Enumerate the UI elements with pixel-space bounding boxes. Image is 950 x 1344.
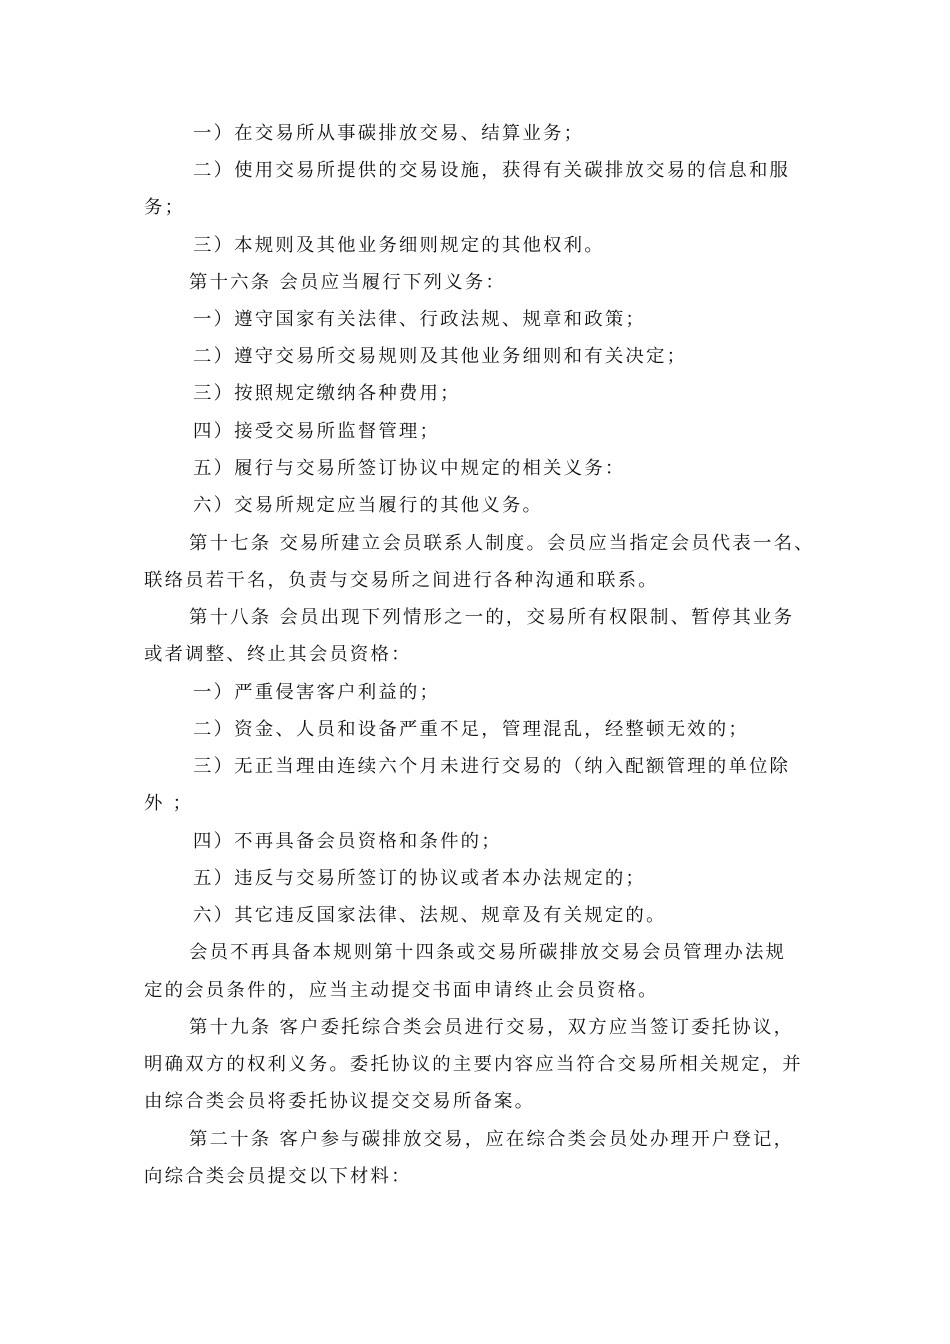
text-line: 三）按照规定缴纳各种费用；	[193, 383, 461, 404]
text-line: 二）使用交易所提供的交易设施，获得有关碳排放交易的信息和服	[193, 160, 791, 181]
text-line: 一）在交易所从事碳排放交易、结算业务；	[193, 123, 585, 144]
text-line: 四）接受交易所监督管理；	[193, 421, 441, 442]
text-line: 二）资金、人员和设备严重不足，管理混乱，经整顿无效的；	[193, 719, 749, 740]
text-line: 四）不再具备会员资格和条件的；	[193, 831, 502, 852]
text-line: 务；	[144, 197, 186, 218]
text-line: 会员不再具备本规则第十四条或交易所碳排放交易会员管理办法规	[189, 942, 787, 963]
article-19-line-1: 第十九条 客户委托综合类会员进行交易，双方应当签订委托协议，	[189, 1017, 795, 1038]
text-line: 联络员若干名，负责与交易所之间进行各种沟通和联系。	[144, 570, 659, 591]
text-line: 五）违反与交易所签订的协议或者本办法规定的；	[193, 868, 646, 889]
text-line: 或者调整、终止其会员资格：	[144, 644, 412, 665]
article-20-line-1: 第二十条 客户参与碳排放交易，应在综合类会员处办理开户登记，	[189, 1129, 795, 1150]
article-18-line-1: 第十八条 会员出现下列情形之一的，交易所有权限制、暂停其业务	[189, 607, 795, 628]
text-line: 三）无正当理由连续六个月未进行交易的（纳入配额管理的单位除	[193, 756, 791, 777]
text-line: 一）严重侵害客户利益的；	[193, 682, 441, 703]
text-line: 由综合类会员将委托协议提交交易所备案。	[144, 1091, 536, 1112]
text-line: 外 ；	[144, 793, 194, 814]
text-line: 一）遵守国家有关法律、行政法规、规章和政策；	[193, 309, 646, 330]
text-line: 二）遵守交易所交易规则及其他业务细则和有关决定；	[193, 346, 688, 367]
text-line: 六）交易所规定应当履行的其他义务。	[193, 495, 544, 516]
text-line: 六）其它违反国家法律、法规、规章及有关规定的。	[193, 905, 667, 926]
article-heading-16: 第十六条 会员应当履行下列义务：	[189, 272, 506, 293]
text-line: 五）履行与交易所签订协议中规定的相关义务：	[193, 458, 626, 479]
text-line: 明确双方的权利义务。委托协议的主要内容应当符合交易所相关规定，并	[144, 1054, 803, 1075]
text-line: 定的会员条件的，应当主动提交书面申请终止会员资格。	[144, 980, 659, 1001]
text-line: 三）本规则及其他业务细则规定的其他权利。	[193, 235, 605, 256]
text-line: 向综合类会员提交以下材料：	[144, 1166, 412, 1187]
article-17-line-1: 第十七条 交易所建立会员联系人制度。会员应当指定会员代表一名、	[189, 533, 815, 554]
